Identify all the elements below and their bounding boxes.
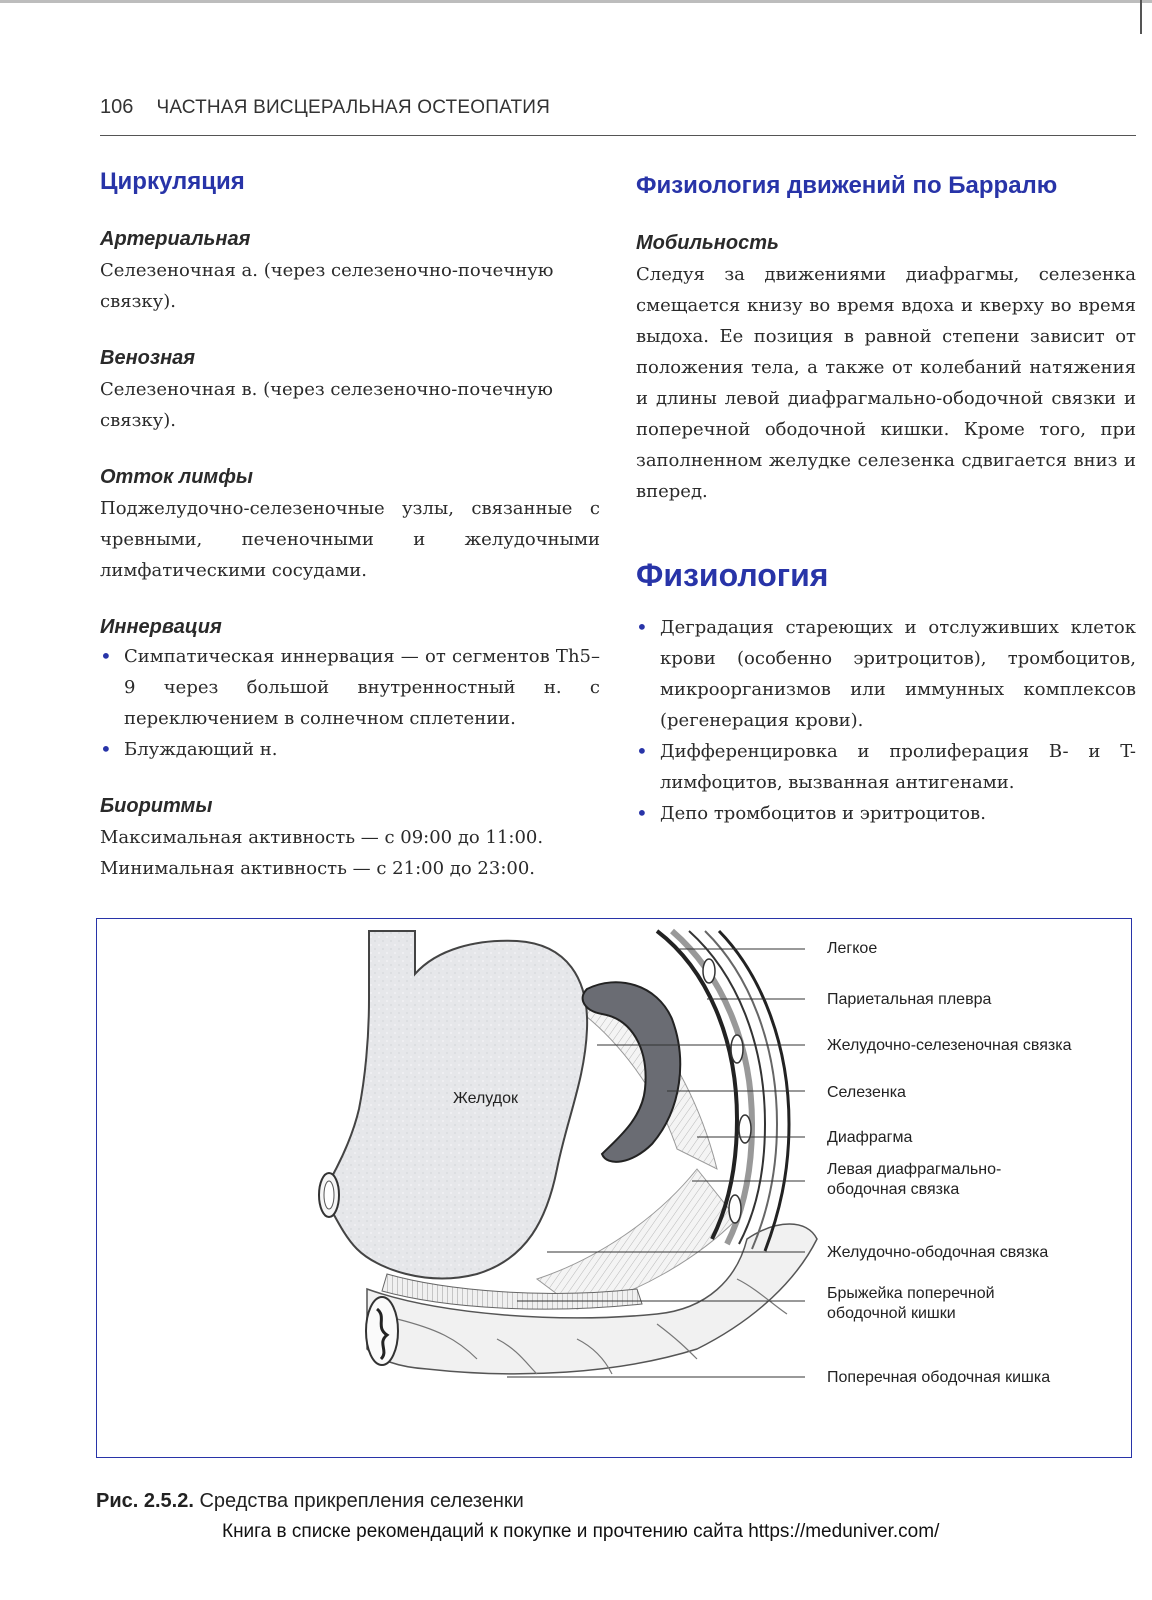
physiology-list [636,612,1136,829]
barral-title: Физиология движений по Барралю [636,172,1058,199]
label-phrenicocolic-ligament-line1: Левая диафрагмально- [827,1161,1002,1178]
innervation-list [100,641,600,765]
label-transverse-colon: Поперечная ободочная кишка [827,1369,1051,1386]
bullet-icon: • [100,737,112,761]
list-item: • Дифференцировка и пролиферация B- и T-лимфоцитов, вызванная антигенами. [636,736,1136,798]
caption-text: Средства прикрепления селезенки [199,1490,524,1512]
list-item: • Деградация стареющих и отслуживших клеток крови (особенно эритроцитов), тромбоцитов, микроорганизмов или иммунных комплексов (регенерация крови). [636,612,1136,736]
list-item: • Депо тромбоцитов и эритроцитов. [636,798,1136,829]
bullet-icon: • [636,801,648,825]
innervation-heading: Иннервация [100,616,222,638]
lymph-heading: Отток лимфы [100,466,253,488]
bullet-icon: • [636,615,648,639]
list-item: • Симпатическая иннервация — от сегментов Th5–9 через большой внутренностный н. с переключением в солнечном сплетении. [100,641,600,734]
label-phrenicocolic-ligament-line2: ободочная связка [827,1181,960,1198]
label-lung: Легкое [827,940,878,957]
figure-caption [96,1490,524,1513]
top-corner-mark [1140,0,1142,34]
running-title: ЧАСТНАЯ ВИСЦЕРАЛЬНАЯ ОСТЕОПАТИЯ [156,97,551,118]
lymph-text: Поджелудочно-селезеночные узлы, связанные с чревными, печеночными и желудочными лимфатическими сосудами. [100,498,600,581]
bullet-icon: • [100,644,112,668]
mobility-heading: Мобильность [636,232,779,254]
figure-box [96,918,1132,1458]
top-border [0,0,1152,3]
venous-heading: Венозная [100,347,196,369]
list-item: • Блуждающий н. [100,734,600,765]
arterial-text: Селезеночная а. (через селезеночно-почечную связку). [100,260,554,312]
label-parietal-pleura: Париетальная плевра [827,991,992,1008]
page-number: 106 [100,96,134,118]
circulation-title: Циркуляция [100,168,245,195]
biorhythms-min: Минимальная активность — с 21:00 до 23:00. [100,858,536,879]
biorhythms-max: Максимальная активность — с 09:00 до 11:00. [100,827,544,848]
label-spleen: Селезенка [827,1084,906,1101]
label-mesocolon-line1: Брыжейка поперечной [827,1285,995,1302]
label-gastrosplenic-ligament: Желудочно-селезеночная связка [827,1037,1072,1054]
bullet-icon: • [636,739,648,763]
right-column [636,172,1136,829]
arterial-heading: Артериальная [100,228,251,250]
caption-number: Рис. 2.5.2. [96,1490,194,1512]
stomach-label: Желудок [453,1090,518,1107]
biorhythms-heading: Биоритмы [100,795,213,817]
left-column [100,168,600,884]
footer-note: Книга в списке рекомендаций к покупке и прочтению сайта https://meduniver.com/ [222,1521,940,1542]
gastrocolic-ligament-shape [537,1169,737,1309]
label-diaphragm: Диафрагма [827,1129,913,1146]
label-mesocolon-line2: ободочной кишки [827,1305,956,1322]
physiology-title: Физиология [636,557,829,593]
venous-text: Селезеночная в. (через селезеночно-почечную связку). [100,379,553,431]
header-rule [100,135,1136,136]
label-gastrocolic-ligament: Желудочно-ободочная связка [827,1244,1049,1261]
running-header [100,96,1140,126]
mobility-text: Следуя за движениями диафрагмы, селезенка смещается книзу во время вдоха и кверху во время выдоха. Ее позиция в равной степени зависит от положения тела, а также от колебаний натяжения и длины левой диафрагмально-ободочной связки и поперечной ободочной кишки. Кроме того, при заполненном желудке селезенка сдвигается вниз и вперед. [636,264,1136,502]
spleen-shape [583,982,681,1162]
